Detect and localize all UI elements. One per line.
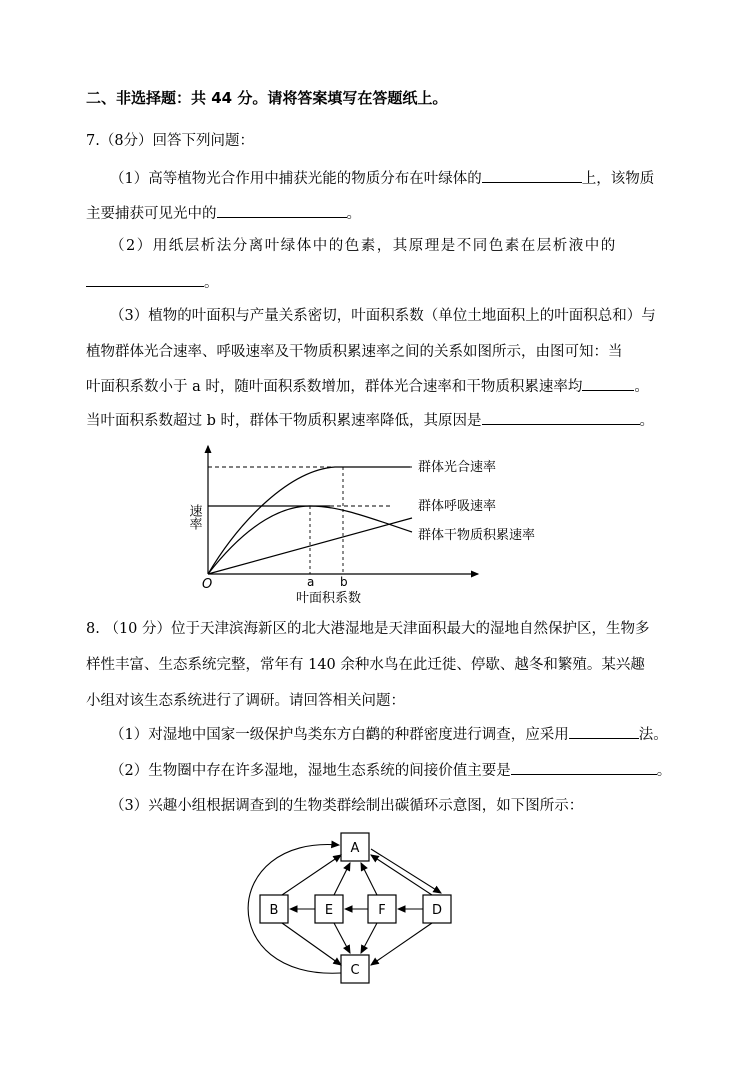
q8-part2: （2）生物圈中存在许多湿地，湿地生态系统的间接价值主要是 。 [110,760,671,781]
q7-part2-line2: 。 [86,272,219,293]
svg-text:A: A [350,841,360,856]
answer-blank[interactable] [511,760,657,775]
answer-blank[interactable] [569,724,639,739]
svg-text:D: D [431,903,443,918]
carbon-cycle-diagram [240,825,470,990]
series-label-respiration: 群体呼吸速率 [418,499,497,514]
node-F [368,895,396,923]
q7-part3-line2: 植物群体光合速率、呼吸速率及干物质积累速率之间的关系如图所示，由图可知：当 [86,344,623,360]
svg-text:B: B [269,903,279,918]
y-axis-label: 速率 [186,504,202,530]
x-tick-a: a [307,575,315,589]
node-D [423,895,451,923]
origin-label: O [202,577,213,592]
answer-blank[interactable] [217,203,347,218]
svg-text:F: F [378,903,386,918]
q8-part3: （3）兴趣小组根据调查到的生物类群绘制出碳循环示意图，如下图所示： [110,798,584,814]
node-A [341,833,369,861]
x-tick-b: b [340,575,348,589]
x-axis-label: 叶面积系数 [296,591,362,606]
section-header: 二、非选择题：共 44 分。请将答案填写在答题纸上。 [86,89,448,107]
dry-matter-curve [208,506,412,574]
node-C [341,955,369,983]
q8-title-line3: 小组对该生态系统进行了调研。请回答相关问题： [86,693,405,709]
q8-title-line2: 样性丰富、生态系统完整，常年有 140 余种水鸟在此迁徙、停歇、越冬和繁殖。某兴趣 [86,657,645,673]
q7-title: 7.（8分）回答下列问题： [86,133,255,149]
answer-blank[interactable] [582,376,634,391]
svg-text:E: E [324,903,334,918]
q7-part3-line3: 叶面积系数小于 a 时，随叶面积系数增加，群体光合速率和干物质积累速率均 。 [86,376,649,397]
q7-part2-line1: （2）用纸层析法分离叶绿体中的色素，其原理是不同色素在层析液中的 [110,238,617,254]
answer-blank[interactable] [86,272,204,287]
q8-part1: （1）对湿地中国家一级保护鸟类东方白鹳的种群密度进行调查，应采用 法。 [110,724,668,745]
answer-blank[interactable] [482,410,640,425]
q7-part3-line1: （3）植物的叶面积与产量关系密切，叶面积系数（单位土地面积上的叶面积总和）与 [110,308,656,324]
series-label-dry-matter: 群体干物质积累速率 [418,528,536,543]
q8-title-line1: 8. （10 分）位于天津滨海新区的北大港湿地是天津面积最大的湿地自然保护区，生物多 [86,621,650,637]
node-E [315,895,343,923]
svg-text:C: C [350,963,360,978]
q7-part1-line2: 主要捕获可见光中的 。 [86,203,361,224]
q7-part3-line4: 当叶面积系数超过 b 时，群体干物质积累速率降低，其原因是 。 [86,410,654,431]
series-label-photosynthesis: 群体光合速率 [418,460,497,475]
node-B [260,895,288,923]
q7-part1-line1: （1）高等植物光合作用中捕获光能的物质分布在叶绿体的 上，该物质 [110,168,654,189]
rate-chart [180,440,580,610]
answer-blank[interactable] [482,168,582,183]
